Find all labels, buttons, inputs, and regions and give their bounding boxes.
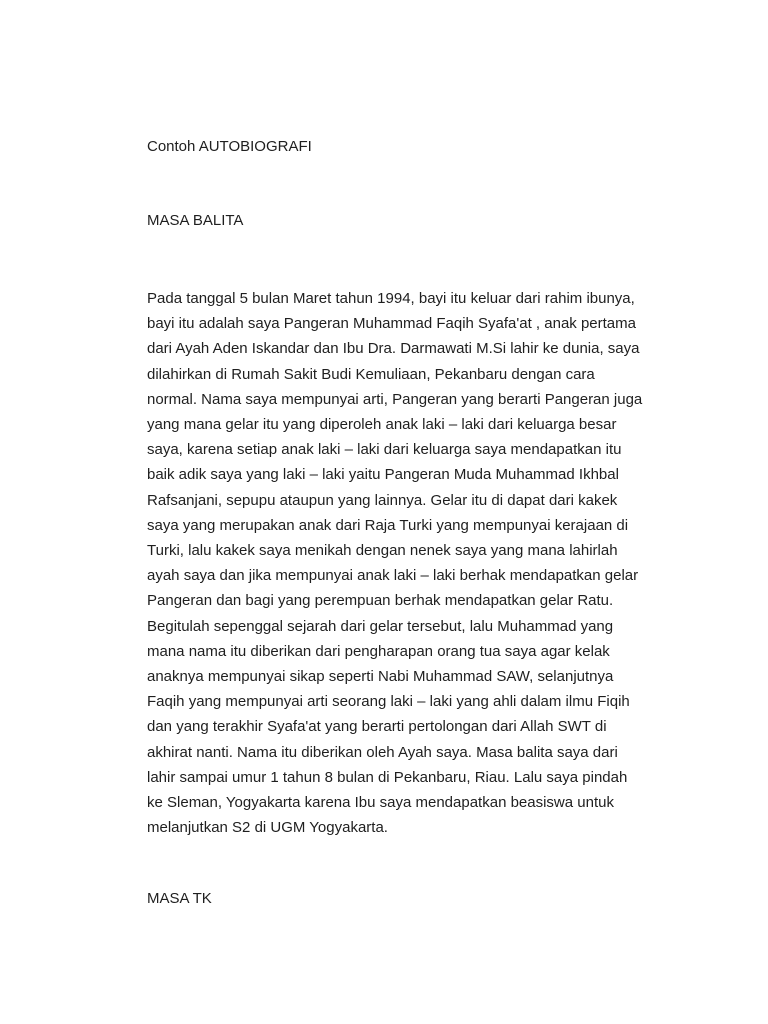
paragraph-line: dilahirkan di Rumah Sakit Budi Kemuliaan, Pekanbaru dengan cara	[147, 365, 595, 383]
section-heading-masa-tk: MASA TK	[147, 890, 212, 907]
paragraph-line: normal. Nama saya mempunyai arti, Pangeran yang berarti Pangeran juga	[147, 390, 643, 408]
paragraph-line: Begitulah sepenggal sejarah dari gelar tersebut, lalu Muhammad yang	[147, 617, 614, 635]
paragraph-line: Pangeran dan bagi yang perempuan berhak mendapatkan gelar Ratu.	[147, 592, 614, 610]
section-heading-masa-balita: MASA BALITA	[147, 212, 244, 229]
paragraph-line: Pada tanggal 5 bulan Maret tahun 1994, bayi itu keluar dari rahim ibunya,	[147, 290, 635, 307]
paragraph-line: dari Ayah Aden Iskandar dan Ibu Dra. Darmawati M.Si lahir ke dunia, saya	[147, 340, 640, 358]
paragraph-line: akhirat nanti. Nama itu diberikan oleh Ayah saya. Masa balita saya dari	[147, 743, 618, 761]
paragraph-line: melanjutkan S2 di UGM Yogyakarta.	[147, 819, 388, 837]
paragraph-line: yang mana gelar itu yang diperoleh anak laki – laki dari keluarga besar	[147, 416, 617, 434]
paragraph-line: bayi itu adalah saya Pangeran Muhammad Faqih Syafa'at , anak pertama	[147, 315, 636, 333]
paragraph-line: baik adik saya yang laki – laki yaitu Pangeran Muda Muhammad Ikhbal	[147, 466, 619, 484]
paragraph-line: Turki, lalu kakek saya menikah dengan nenek saya yang mana lahirlah	[147, 542, 618, 560]
paragraph-line: lahir sampai umur 1 tahun 8 bulan di Pekanbaru, Riau. Lalu saya pindah	[147, 768, 628, 786]
paragraph-line: Rafsanjani, sepupu ataupun yang lainnya. Gelar itu di dapat dari kakek	[147, 491, 618, 509]
paragraph-line: ke Sleman, Yogyakarta karena Ibu saya mendapatkan beasiswa untuk	[147, 794, 614, 812]
paragraph-line: saya yang merupakan anak dari Raja Turki yang mempunyai kerajaan di	[147, 516, 629, 534]
body-paragraph-masa-balita	[147, 286, 667, 840]
paragraph-line: anaknya mempunyai sikap seperti Nabi Muhammad SAW, selanjutnya	[147, 668, 614, 686]
paragraph-line: saya, karena setiap anak laki – laki dari keluarga saya mendapatkan itu	[147, 441, 622, 459]
paragraph-line: ayah saya dan jika mempunyai anak laki – laki berhak mendapatkan gelar	[147, 567, 639, 585]
document-title: Contoh AUTOBIOGRAFI	[147, 138, 312, 155]
paragraph-line: mana nama itu diberikan dari pengharapan orang tua saya agar kelak	[147, 642, 610, 660]
paragraph-line: Faqih yang mempunyai arti seorang laki – laki yang ahli dalam ilmu Fiqih	[147, 693, 630, 711]
paragraph-line: dan yang terakhir Syafa'at yang berarti pertolongan dari Allah SWT di	[147, 718, 607, 736]
